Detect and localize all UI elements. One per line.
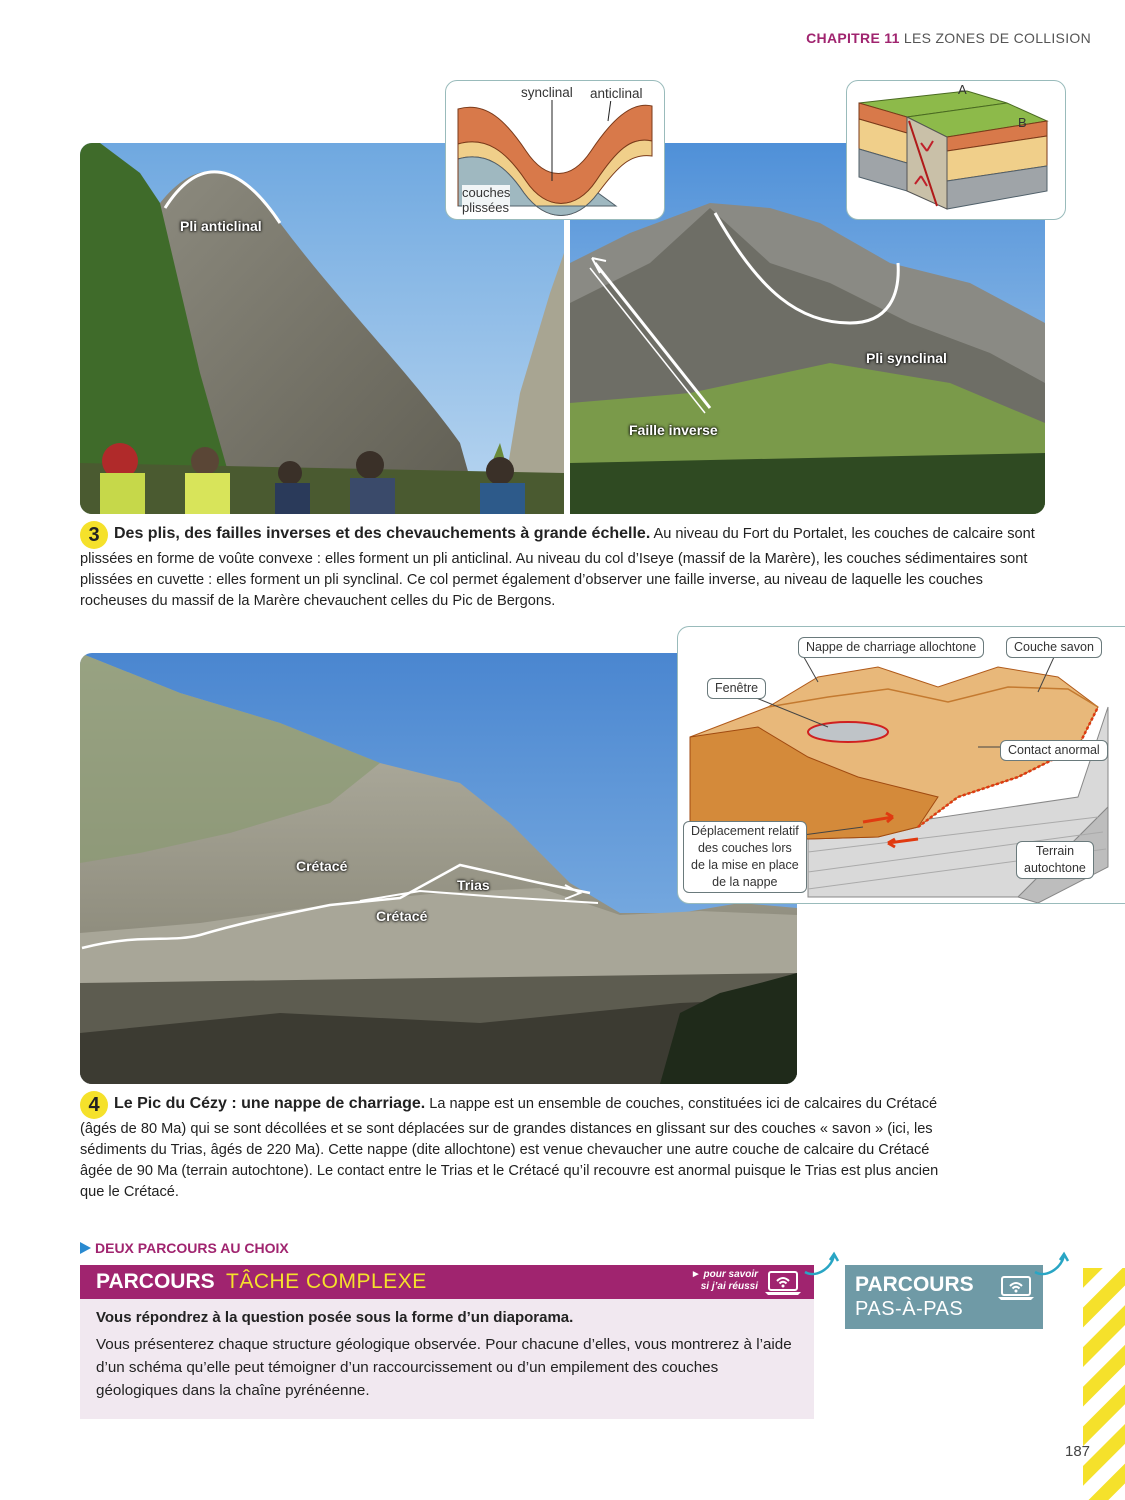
doc-number-4: 4 xyxy=(80,1091,108,1119)
parcours-tache-complexe-body xyxy=(80,1299,814,1419)
label-deplacement-line4: de la nappe xyxy=(712,875,778,889)
curved-arrow-icon xyxy=(800,1250,840,1280)
chapter-title: LES ZONES DE COLLISION xyxy=(903,30,1091,46)
parcours-choice-heading xyxy=(80,1240,289,1256)
parcours-tache-word2: TÂCHE COMPLEXE xyxy=(226,1270,427,1293)
label-deplacement-relatif xyxy=(683,821,807,893)
label-couche-savon: Couche savon xyxy=(1006,637,1102,658)
triangle-bullet-icon xyxy=(80,1242,91,1254)
label-contact-anormal: Contact anormal xyxy=(1000,740,1108,761)
label-terrain-line2: autochtone xyxy=(1024,861,1086,875)
laptop-wifi-icon[interactable] xyxy=(764,1270,802,1296)
label-couches-plissees xyxy=(462,185,510,215)
parcours-choice-label: DEUX PARCOURS AU CHOIX xyxy=(95,1240,289,1256)
label-a: A xyxy=(958,82,967,97)
label-pli-synclinal: Pli synclinal xyxy=(866,350,947,366)
caption-doc4 xyxy=(80,1091,950,1203)
caption-doc3-title: Des plis, des failles inverses et des chevauchements à grande échelle. xyxy=(114,525,651,542)
pap-word2: PAS-À-PAS xyxy=(855,1298,964,1320)
parcours-tache-complexe-header[interactable] xyxy=(80,1265,814,1299)
label-trias: Trias xyxy=(457,877,490,893)
label-terrain-autochtone xyxy=(1016,841,1094,879)
parcours-instructions: Vous présenterez chaque structure géologique observée. Pour chacune d’elles, vous montrerez à l’aide d’un schéma qu’elle peut témoigner d’un raccourcissement ou d’un empilement des couches géologiques dans la chaîne pyrénéenne. xyxy=(96,1336,792,1399)
parcours-self-check-note[interactable] xyxy=(691,1269,758,1293)
label-synclinal: synclinal xyxy=(521,85,573,100)
label-cretace-top: Crétacé xyxy=(296,858,348,874)
parcours-pas-a-pas[interactable] xyxy=(845,1265,1043,1329)
caption-doc3 xyxy=(80,521,1040,612)
note-line2: si j’ai réussi xyxy=(700,1281,758,1292)
caption-doc4-title: Le Pic du Cézy : une nappe de charriage. xyxy=(114,1095,426,1112)
label-terrain-line1: Terrain xyxy=(1035,844,1075,858)
label-faille-inverse: Faille inverse xyxy=(629,422,718,438)
note-line1: ► pour savoir xyxy=(690,1269,758,1280)
label-anticlinal: anticlinal xyxy=(590,86,643,101)
parcours-tache-word1: PARCOURS xyxy=(96,1270,215,1293)
doc-number-3: 3 xyxy=(80,521,108,549)
label-deplacement-line1: Déplacement relatif xyxy=(691,824,799,838)
label-cretace-bottom: Crétacé xyxy=(376,908,428,924)
label-nappe-allochtone: Nappe de charriage allochtone xyxy=(798,637,984,658)
chapter-number: CHAPITRE 11 xyxy=(806,30,900,46)
label-fenetre: Fenêtre xyxy=(707,678,766,699)
inset-fault-diagram xyxy=(846,80,1066,220)
label-deplacement-line3: de la mise en place xyxy=(691,858,799,872)
parcours-question: Vous répondrez à la question posée sous la forme d’un diaporama. xyxy=(96,1309,574,1326)
curved-arrow-icon xyxy=(1030,1250,1070,1280)
pap-word1: PARCOURS xyxy=(855,1273,974,1296)
label-plissees: plissées xyxy=(462,200,509,215)
label-deplacement-line2: des couches lors xyxy=(697,841,792,855)
running-head xyxy=(806,30,1091,46)
caption-doc3-text: Au niveau du Fort du Portalet, les couches de calcaire sont plissées en forme de voûte convexe : elles forment un pli anticlinal. Au niveau du col d’Iseye (massif de la Marère), les couches sédimentaires sont plissées en cuvette : elles forment un pli synclinal. Ce col permet également d’observer une faille inverse, au niveau de laquelle les couches rocheuses du massif de la Marère chevauchent celles du Pic de Bergons. xyxy=(80,526,1035,609)
label-b: B xyxy=(1018,115,1027,130)
decorative-stripes xyxy=(1083,1268,1125,1500)
page-number: 187 xyxy=(1065,1443,1091,1460)
diagram-nappe-de-charriage xyxy=(677,626,1125,904)
label-couches: couches xyxy=(462,185,511,200)
inset-fold-diagram xyxy=(445,80,665,220)
caption-doc4-text: La nappe est un ensemble de couches, constituées ici de calcaires du Crétacé (âgés de 80 Ma) qui se sont décollées et se sont déplacées sur de grandes distances en glissant sur des couches « savon » (ici, les sédiments du Trias, âgés de 220 Ma). Cette nappe (dite allochtone) est venue chevaucher une autre couche de calcaire du Crétacé âgée de 90 Ma (terrain autochtone). Le contact entre le Trias et le Crétacé qu’il recouvre est anormal puisque le Trias est plus ancien que le Crétacé. xyxy=(80,1096,939,1200)
label-pli-anticlinal: Pli anticlinal xyxy=(180,218,262,234)
